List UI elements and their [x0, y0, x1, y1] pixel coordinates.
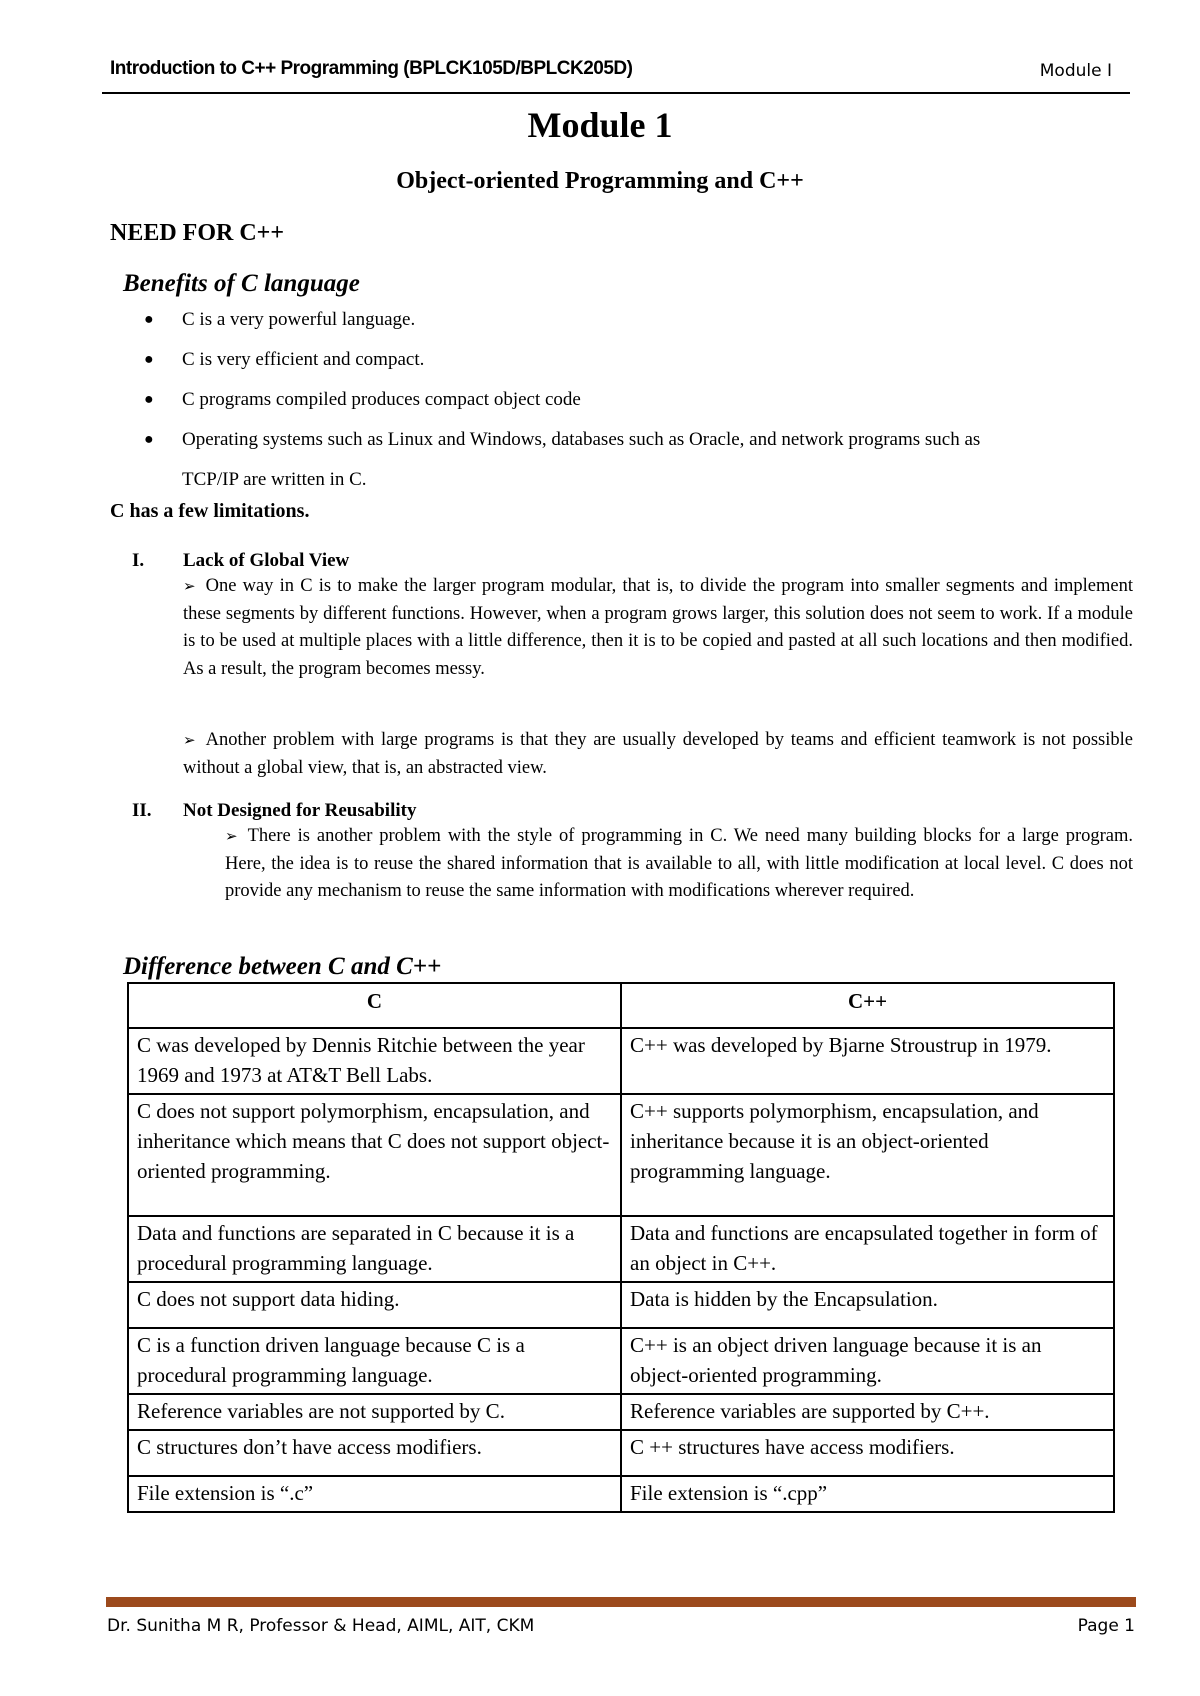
comparison-table [127, 982, 1115, 1513]
table-row [128, 1216, 1114, 1282]
limitations-heading: C has a few limitations. [110, 500, 310, 522]
table-row [128, 1028, 1114, 1094]
list-item-continuation: TCP/IP are written in C. [182, 469, 367, 490]
table-cell: C++ was developed by Bjarne Stroustrup in 1979. [621, 1028, 1114, 1094]
table-cell: C does not support data hiding. [128, 1282, 621, 1328]
table-cell: C is a function driven language because C is a procedural programming language. [128, 1328, 621, 1394]
limitation-heading: Lack of Global View [183, 550, 350, 571]
table-cell: File extension is “.cpp” [621, 1476, 1114, 1512]
running-header-course: Introduction to C++ Programming (BPLCK105D/BPLCK205D) [110, 58, 633, 79]
list-item: ● C programs compiled produces compact object code [144, 380, 1134, 420]
table-cell: C structures don’t have access modifiers. [128, 1430, 621, 1476]
bullet-icon: ● [144, 351, 154, 368]
running-header-module: Module I [1039, 61, 1112, 81]
page-subtitle: Object-oriented Programming and C++ [396, 168, 804, 194]
column-header-c: C [128, 983, 621, 1028]
header-rule [102, 92, 1130, 94]
bullet-icon: ● [144, 431, 154, 448]
limitation-heading: Not Designed for Reusability [183, 800, 417, 821]
footer-page-number: Page 1 [1077, 1616, 1135, 1636]
limitation-paragraph: ➢ Another problem with large programs is that they are usually developed by teams and efficient teamwork is not possible without a global view, that is, an abstracted view. [183, 730, 1133, 778]
limitation-paragraph: ➢ There is another problem with the style of programming in C. We need many building blocks for a large program. Here, the idea is to reuse the shared information that is available to all, with little modification at local level. C does not provide any mechanism to reuse the same information with modifications wherever required. [225, 826, 1133, 901]
table-cell: File extension is “.c” [128, 1476, 621, 1512]
list-item: ● Operating systems such as Linux and Windows, databases such as Oracle, and network programs such as [144, 420, 1134, 460]
arrow-bullet-icon: ➢ [183, 577, 196, 595]
list-item: ● C is very efficient and compact. [144, 340, 1134, 380]
table-row [128, 1430, 1114, 1476]
table-cell: C++ is an object driven language because it is an object-oriented programming. [621, 1328, 1114, 1394]
table-row [128, 1476, 1114, 1512]
table-row [128, 1094, 1114, 1216]
page-title: Module 1 [527, 105, 673, 145]
bullet-icon: ● [144, 311, 154, 328]
arrow-bullet-icon: ➢ [183, 731, 196, 749]
list-item: ● C is a very powerful language. [144, 300, 1134, 340]
limitation-numeral: II. [132, 800, 152, 821]
table-cell: C ++ structures have access modifiers. [621, 1430, 1114, 1476]
footer-rule [106, 1597, 1136, 1607]
table-cell: Data and functions are encapsulated together in form of an object in C++. [621, 1216, 1114, 1282]
table-cell: Data and functions are separated in C because it is a procedural programming language. [128, 1216, 621, 1282]
limitation-numeral: I. [132, 550, 145, 571]
benefits-heading: Benefits of C language [123, 270, 360, 297]
difference-heading: Difference between C and C++ [123, 953, 442, 980]
benefits-list [144, 300, 1134, 500]
table-cell: C++ supports polymorphism, encapsulation, and inheritance because it is an object-oriented programming language. [621, 1094, 1114, 1216]
table-row [128, 1328, 1114, 1394]
table-cell: Reference variables are not supported by C. [128, 1394, 621, 1430]
table-header-row [128, 983, 1114, 1028]
table-row [128, 1282, 1114, 1328]
column-header-cpp: C++ [621, 983, 1114, 1028]
table-cell: Reference variables are supported by C++. [621, 1394, 1114, 1430]
table-cell: C was developed by Dennis Ritchie between the year 1969 and 1973 at AT&T Bell Labs. [128, 1028, 621, 1094]
arrow-bullet-icon: ➢ [225, 827, 238, 845]
table-row [128, 1394, 1114, 1430]
table-cell: Data is hidden by the Encapsulation. [621, 1282, 1114, 1328]
table-cell: C does not support polymorphism, encapsulation, and inheritance which means that C does not support object-oriented programming. [128, 1094, 621, 1216]
bullet-icon: ● [144, 391, 154, 408]
section-heading-need: NEED FOR C++ [110, 220, 285, 246]
footer-author: Dr. Sunitha M R, Professor & Head, AIML, AIT, CKM [107, 1616, 535, 1636]
limitation-paragraph: ➢ One way in C is to make the larger program modular, that is, to divide the program into smaller segments and implement these segments by different functions. However, when a program grows larger, this solution does not seem to work. If a module is to be used at multiple places with a little difference, then it is to be copied and pasted at all such locations and then modified. As a result, the program becomes messy. [183, 576, 1133, 679]
